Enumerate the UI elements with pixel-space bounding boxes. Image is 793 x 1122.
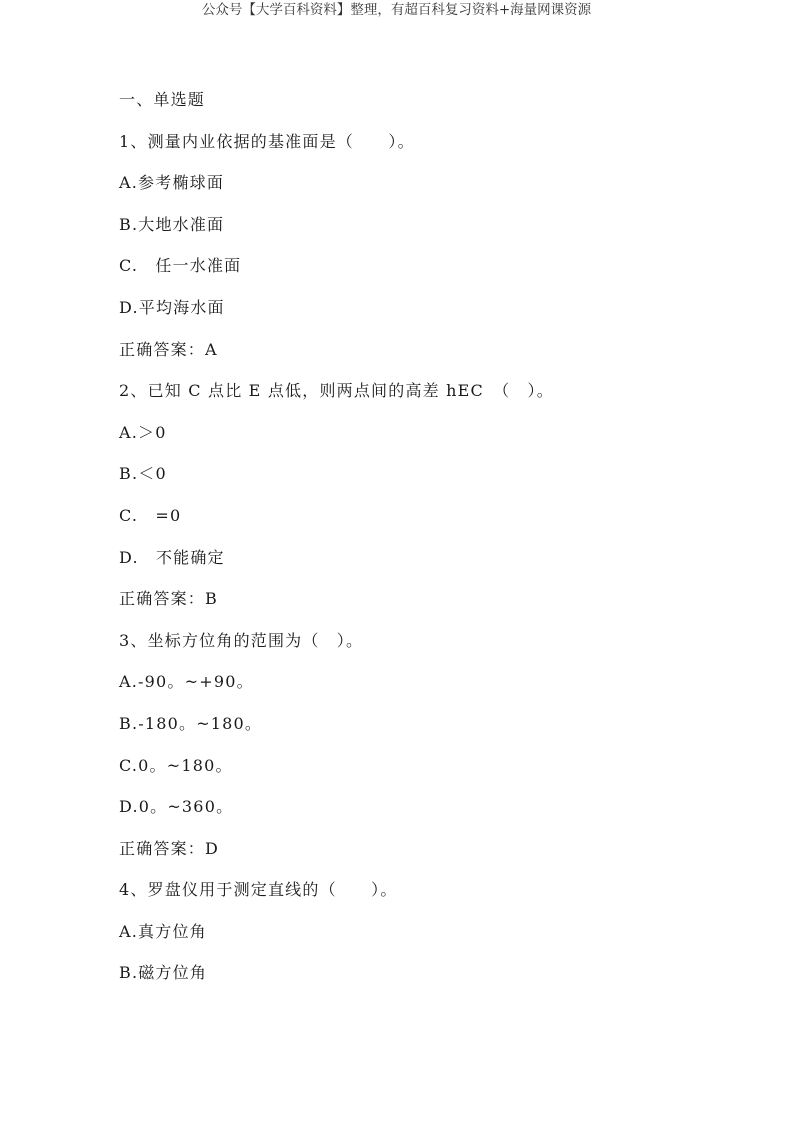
- question-4: [119, 877, 719, 1002]
- question-stem: 4、罗盘仪用于测定直线的（ ）。: [119, 880, 398, 900]
- section-title: 一、单选题: [119, 90, 206, 109]
- option-b: B.大地水准面: [119, 214, 225, 234]
- answer: 正确答案：D: [119, 838, 220, 858]
- option-a: A.＞0: [119, 422, 167, 442]
- option-c: C. =0: [119, 505, 182, 525]
- option-d: D. 不能确定: [119, 547, 225, 567]
- option-c: C.0。~180。: [119, 755, 233, 775]
- option-d: D.0。~360。: [119, 797, 234, 817]
- option-b: B.磁方位角: [119, 963, 208, 983]
- question-1: [119, 129, 719, 379]
- option-c: C. 任一水准面: [119, 256, 242, 276]
- question-stem: 2、已知 C 点比 E 点低，则两点间的高差 hEC （ ）。: [119, 381, 554, 401]
- option-a: A.-90。~+90。: [119, 672, 254, 692]
- answer: 正确答案：A: [119, 339, 218, 359]
- question-stem: 1、测量内业依据的基准面是（ ）。: [119, 131, 415, 151]
- question-3: [119, 628, 719, 878]
- question-stem: 3、坐标方位角的范围为（ ）。: [119, 630, 364, 650]
- page-header: 公众号【大学百科资料】整理，有超百科复习资料+海量网课资源: [201, 2, 592, 18]
- answer: 正确答案：B: [119, 589, 218, 609]
- option-b: B.-180。~180。: [119, 713, 263, 733]
- question-2: [119, 378, 719, 628]
- option-a: A.参考椭球面: [119, 173, 225, 193]
- option-d: D.平均海水面: [119, 297, 225, 317]
- option-a: A.真方位角: [119, 921, 207, 941]
- option-b: B.＜0: [119, 464, 167, 484]
- exam-content: [119, 87, 719, 1002]
